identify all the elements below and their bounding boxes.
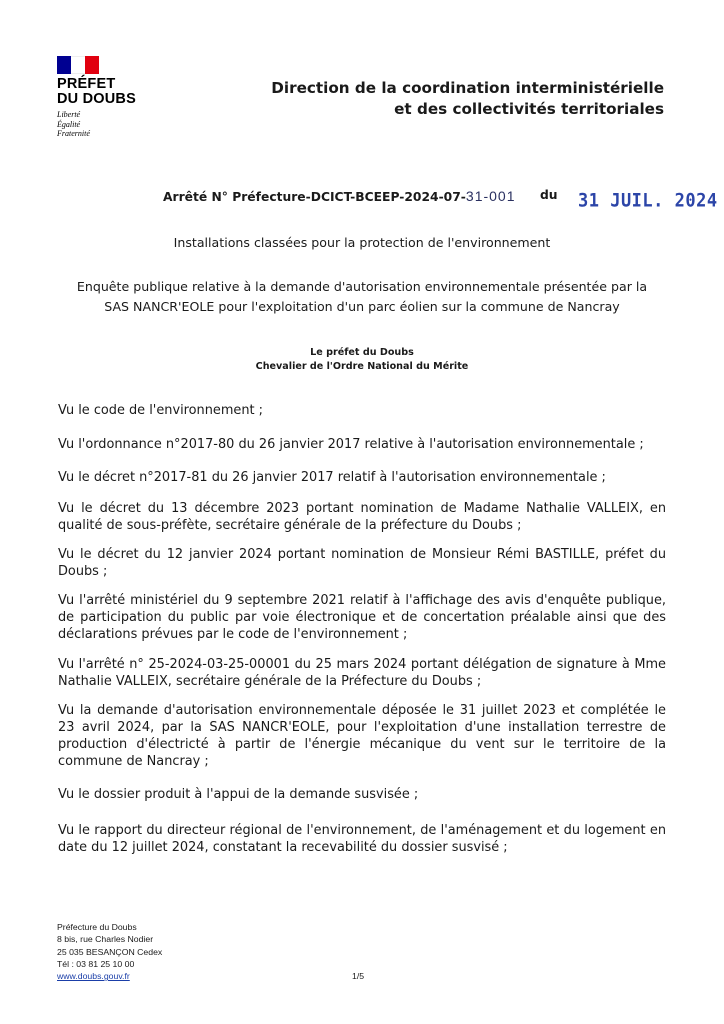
footer-phone: Tél : 03 81 25 10 00 bbox=[57, 958, 135, 969]
visa-item: Vu l'arrêté ministériel du 9 septembre 2021 relatif à l'affichage des avis d'enquête publique, de participation du public par voie électronique et de concertation préalable ainsi que des déclarations prévues par le code de l'environnement ; bbox=[58, 593, 666, 642]
footer-city: 25 035 BESANÇON Cedex bbox=[57, 946, 163, 957]
subject-line-1: Installations classées pour la protection de l'environnement bbox=[173, 235, 551, 250]
visa-item: Vu la demande d'autorisation environnementale déposée le 31 juillet 2023 et complétée le 23 avril 2024, par la SAS NANCR'EOLE, pour l'exploitation d'une installation terrestre de production d'électricté à partir de l'énergie mécanique du vent sur le territoire de la commune de Nancray ; bbox=[58, 703, 666, 769]
prefet-distinction: Chevalier de l'Ordre National du Mérite bbox=[255, 361, 469, 372]
visa-item: Vu le dossier produit à l'appui de la demande susvisée ; bbox=[58, 787, 419, 802]
arrete-handwritten-number: 31-001 bbox=[465, 188, 516, 204]
motto-fraternite: Fraternité bbox=[57, 129, 90, 138]
arrete-prefix: Arrêté N° Préfecture-DCICT-BCEEP-2024-07- bbox=[163, 190, 466, 204]
footer-street: 8 bis, rue Charles Nodier bbox=[57, 934, 154, 945]
visa-item: Vu le décret du 13 décembre 2023 portant nomination de Madame Nathalie VALLEIX, en qualité de sous-préfète, secrétaire générale de la préfecture du Doubs ; bbox=[58, 501, 666, 533]
direction-line-1: Direction de la coordination interministérielle bbox=[271, 79, 664, 97]
republic-motto bbox=[57, 110, 177, 139]
footer-org: Préfecture du Doubs bbox=[57, 922, 137, 932]
prefet-title: Le préfet du Doubs bbox=[310, 347, 414, 358]
prefecture-logo bbox=[57, 56, 177, 139]
arrete-du-label: du bbox=[540, 188, 558, 202]
motto-liberte: Liberté bbox=[57, 110, 81, 119]
arrete-number bbox=[163, 188, 516, 204]
subject-line-3: SAS NANCR'EOLE pour l'exploitation d'un parc éolien sur la commune de Nancray bbox=[104, 299, 620, 314]
logo-line-prefet: PRÉFET bbox=[57, 76, 116, 92]
page-number: 1/5 bbox=[352, 971, 365, 981]
visa-item: Vu l'ordonnance n°2017-80 du 26 janvier 2017 relative à l'autorisation environnementale ; bbox=[58, 437, 644, 452]
date-stamp: 31 JUIL. 2024 bbox=[578, 189, 718, 213]
french-flag-icon bbox=[57, 56, 99, 74]
footer-address bbox=[57, 921, 162, 982]
visa-item: Vu le décret du 12 janvier 2024 portant nomination de Monsieur Rémi BASTILLE, préfet du Doubs ; bbox=[58, 547, 666, 579]
visa-item: Vu le décret n°2017-81 du 26 janvier 2017 relatif à l'autorisation environnementale ; bbox=[58, 470, 606, 485]
visa-item: Vu l'arrêté n° 25-2024-03-25-00001 du 25 mars 2024 portant délégation de signature à Mme Nathalie VALLEIX, secrétaire générale de la Préfecture du Doubs ; bbox=[58, 657, 666, 689]
motto-egalite: Égalité bbox=[57, 119, 81, 129]
visa-item: Vu le rapport du directeur régional de l'environnement, de l'aménagement et du logement en date du 12 juillet 2024, constatant la recevabilité du dossier susvisé ; bbox=[58, 823, 666, 855]
direction-line-2: et des collectivités territoriales bbox=[394, 100, 664, 118]
subject-line-2: Enquête publique relative à la demande d'autorisation environnementale présentée par la bbox=[76, 279, 648, 294]
visa-item: Vu le code de l'environnement ; bbox=[58, 403, 263, 418]
logo-line-doubs: DU DOUBS bbox=[57, 91, 136, 107]
footer-website-link[interactable]: www.doubs.gouv.fr bbox=[57, 971, 130, 982]
issuing-direction bbox=[244, 78, 664, 120]
